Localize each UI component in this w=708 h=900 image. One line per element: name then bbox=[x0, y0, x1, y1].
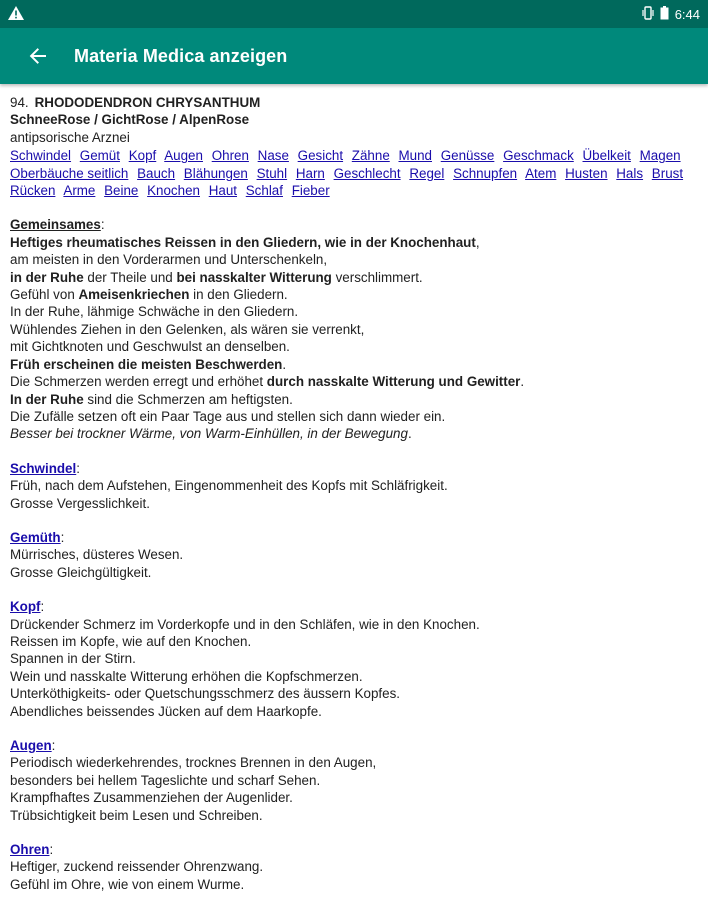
text-segment: . bbox=[407, 426, 412, 442]
text-segment: Gefühl von bbox=[10, 287, 79, 303]
section-link[interactable]: Regel bbox=[409, 165, 445, 181]
section-link[interactable]: Schlaf bbox=[245, 183, 283, 199]
warning-icon bbox=[8, 6, 24, 23]
section-link[interactable]: Ohren bbox=[211, 148, 249, 164]
text-segment: . bbox=[282, 356, 287, 372]
battery-icon bbox=[660, 6, 669, 23]
arrow-back-icon[interactable] bbox=[24, 42, 52, 70]
text-segment: Besser bei trockner Wärme, von Warm-Einhüllen, in der Bewegung bbox=[10, 426, 408, 442]
section-title-link[interactable]: Gemüth bbox=[10, 529, 61, 545]
section-link[interactable]: Kopf bbox=[128, 148, 157, 164]
section-link[interactable]: Schwindel bbox=[10, 148, 72, 164]
text-line bbox=[10, 338, 698, 355]
text-segment: Die Zufälle setzen oft ein Paar Tage aus und stellen sich dann wieder ein. bbox=[10, 408, 446, 424]
text-line bbox=[10, 234, 698, 251]
text-segment: der Theile und bbox=[83, 269, 177, 285]
text-line bbox=[10, 251, 698, 268]
section-link[interactable]: Blähungen bbox=[183, 165, 248, 181]
symptom-section: Gemüth: Mürrisches, düsteres Wesen. Grosse Gleichgültigkeit. bbox=[10, 529, 698, 581]
section-link[interactable]: Harn bbox=[295, 165, 325, 181]
status-bar bbox=[0, 0, 708, 28]
symptom-line: Drückender Schmerz im Vorderkopfe und in den Schläfen, wie in den Knochen. bbox=[10, 616, 480, 632]
section-link[interactable]: Oberbäuche seitlich bbox=[10, 165, 129, 181]
text-line bbox=[10, 391, 698, 408]
section-link[interactable]: Atem bbox=[525, 165, 557, 181]
section-link[interactable]: Magen bbox=[639, 148, 681, 164]
remedy-type: antipsorische Arznei bbox=[10, 129, 130, 145]
symptom-section: Augen: Periodisch wiederkehrendes, trocknes Brennen in den Augen, besonders bei hellem Tageslichte und scharf Sehen. Krampfhaftes Zusammenziehen der Augenlider. Trübsichtigkeit beim Lesen und Schreiben. bbox=[10, 737, 698, 824]
text-segment: mit Gichtknoten und Geschwulst an denselben. bbox=[10, 339, 290, 355]
symptom-section: Schwindel: Früh, nach dem Aufstehen, Eingenommenheit des Kopfs mit Schläfrigkeit. Grosse Vergesslichkeit. bbox=[10, 460, 698, 512]
section-link[interactable]: Nase bbox=[257, 148, 289, 164]
section-link[interactable]: Geschlecht bbox=[333, 165, 401, 181]
text-segment: Die Schmerzen werden erregt und erhöhet bbox=[10, 374, 267, 390]
symptom-line: Grosse Gleichgültigkeit. bbox=[10, 564, 152, 580]
text-segment: . bbox=[520, 374, 525, 390]
section-link[interactable]: Knochen bbox=[147, 183, 200, 199]
remedy-aliases: SchneeRose / GichtRose / AlpenRose bbox=[10, 112, 250, 128]
section-link[interactable]: Gemüt bbox=[79, 148, 120, 164]
text-segment: sind die Schmerzen am heftigsten. bbox=[83, 391, 293, 407]
app-bar bbox=[0, 28, 708, 84]
symptom-section: Ohren: Heftiger, zuckend reissender Ohrenzwang. Gefühl im Ohre, wie von einem Wurme. bbox=[10, 841, 698, 893]
text-segment: in der Ruhe bbox=[10, 269, 84, 285]
symptom-line: Reissen im Kopfe, wie auf den Knochen. bbox=[10, 633, 252, 649]
symptom-line: Abendliches beissendes Jücken auf dem Haarkopfe. bbox=[10, 703, 322, 719]
materia-medica-content bbox=[0, 84, 708, 893]
text-line bbox=[10, 425, 698, 442]
section-links bbox=[10, 147, 698, 199]
section-link[interactable]: Schnupfen bbox=[453, 165, 518, 181]
text-segment: durch nasskalte Witterung und Gewitter bbox=[266, 374, 521, 390]
section-link[interactable]: Bauch bbox=[137, 165, 176, 181]
general-section: Gemeinsames: Heftiges rheumatisches Reissen in den Gliedern, wie in der Knochenhaut, am meisten in den Vorderarmen und Unterschenkeln, in der Ruhe der Theile und bei nasskalter Witterung verschlimmert. Gefühl von Ameisenkriechen in den Gliedern. In der Ruhe, lähmige Schwäche in den Gliedern. Wühlendes Ziehen in den Gelenken, als wären sie verrenkt, mit Gichtknoten und Geschwulst an denselben. Früh erscheinen die meisten Beschwerden. Die Schmerzen werden erregt und erhöhet durch nasskalte Witterung und Gewitter. In der Ruhe sind die Schmerzen am heftigsten. Die Zufälle setzen oft ein Paar Tage aus und stellen sich dann wieder ein. Besser bei trockner Wärme, von Warm-Einhüllen, in der Bewegung. bbox=[10, 216, 698, 442]
section-title-link[interactable]: Ohren bbox=[10, 842, 50, 858]
section-title-link[interactable]: Kopf bbox=[10, 599, 41, 615]
section-link[interactable]: Genüsse bbox=[440, 148, 495, 164]
text-line bbox=[10, 408, 698, 425]
symptom-line: Gefühl im Ohre, wie von einem Wurme. bbox=[10, 876, 245, 892]
section-link[interactable]: Geschmack bbox=[503, 148, 574, 164]
remedy-name: RHODODENDRON CHRYSANTHUM bbox=[34, 95, 261, 110]
text-segment: In der Ruhe, lähmige Schwäche in den Gliedern. bbox=[10, 304, 299, 320]
symptom-line: Trübsichtigkeit beim Lesen und Schreiben. bbox=[10, 807, 263, 823]
section-link[interactable]: Zähne bbox=[351, 148, 390, 164]
text-segment: In der Ruhe bbox=[10, 391, 84, 407]
section-title-link[interactable]: Augen bbox=[10, 738, 52, 753]
text-segment: Heftiges rheumatisches Reissen in den Gliedern, wie in der Knochenhaut bbox=[10, 234, 476, 250]
symptom-line: Spannen in der Stirn. bbox=[10, 651, 136, 667]
page-title: Materia Medica anzeigen bbox=[74, 45, 288, 66]
section-link[interactable]: Brust bbox=[651, 165, 684, 181]
section-title-link[interactable]: Schwindel bbox=[10, 460, 77, 476]
symptom-line: Wein und nasskalte Witterung erhöhen die Kopfschmerzen. bbox=[10, 668, 363, 684]
section-link[interactable]: Fieber bbox=[291, 183, 330, 199]
section-link[interactable]: Gesicht bbox=[297, 148, 344, 164]
symptom-section: Kopf: Drückender Schmerz im Vorderkopfe und in den Schläfen, wie in den Knochen. Reissen im Kopfe, wie auf den Knochen. Spannen in der Stirn. Wein und nasskalte Witterung erhöhen die Kopfschmerzen. Unterköthigkeits- oder Quetschungsschmerz des äussern Kopfes. Abendliches beissendes Jücken auf dem Haarkopfe. bbox=[10, 598, 698, 720]
text-segment: am meisten in den Vorderarmen und Unterschenkeln, bbox=[10, 252, 328, 268]
text-segment: Wühlendes Ziehen in den Gelenken, als wären sie verrenkt, bbox=[10, 321, 365, 337]
text-line bbox=[10, 373, 698, 390]
text-segment: Ameisenkriechen bbox=[78, 287, 190, 303]
symptom-line: Unterköthigkeits- oder Quetschungsschmerz des äussern Kopfes. bbox=[10, 686, 401, 702]
text-line bbox=[10, 286, 698, 303]
vibrate-icon bbox=[642, 6, 654, 23]
general-title: Gemeinsames bbox=[10, 217, 101, 233]
section-link[interactable]: Beine bbox=[104, 183, 139, 199]
section-link[interactable]: Haut bbox=[208, 183, 238, 199]
text-segment: Früh erscheinen die meisten Beschwerden bbox=[10, 356, 283, 372]
symptom-line: Mürrisches, düsteres Wesen. bbox=[10, 547, 184, 563]
section-link[interactable]: Rücken bbox=[10, 183, 56, 199]
symptom-line: Grosse Vergesslichkeit. bbox=[10, 495, 150, 511]
symptom-line: Krampfhaftes Zusammenziehen der Augenlider. bbox=[10, 790, 293, 806]
symptom-line: besonders bei hellem Tageslichte und scharf Sehen. bbox=[10, 772, 321, 788]
remedy-heading bbox=[10, 94, 698, 111]
section-link[interactable]: Hals bbox=[616, 165, 644, 181]
clock-time: 6:44 bbox=[674, 6, 700, 22]
text-segment: in den Gliedern. bbox=[189, 287, 288, 303]
text-line bbox=[10, 303, 698, 320]
text-line bbox=[10, 356, 698, 373]
section-link[interactable]: Husten bbox=[565, 165, 608, 181]
remedy-number: 94. bbox=[10, 95, 29, 110]
text-segment: bei nasskalter Witterung bbox=[176, 269, 332, 285]
symptom-line: Periodisch wiederkehrendes, trocknes Brennen in den Augen, bbox=[10, 755, 377, 771]
text-segment: verschlimmert. bbox=[331, 269, 423, 285]
symptom-line: Heftiger, zuckend reissender Ohrenzwang. bbox=[10, 859, 264, 875]
text-line bbox=[10, 321, 698, 338]
section-link[interactable]: Augen bbox=[164, 148, 203, 164]
text-line bbox=[10, 269, 698, 286]
text-segment: , bbox=[475, 234, 480, 250]
section-link[interactable]: Übelkeit bbox=[582, 148, 631, 164]
symptom-line: Früh, nach dem Aufstehen, Eingenommenheit des Kopfs mit Schläfrigkeit. bbox=[10, 478, 448, 494]
section-link[interactable]: Mund bbox=[398, 148, 432, 164]
section-link[interactable]: Arme bbox=[63, 183, 96, 199]
section-link[interactable]: Stuhl bbox=[256, 165, 288, 181]
